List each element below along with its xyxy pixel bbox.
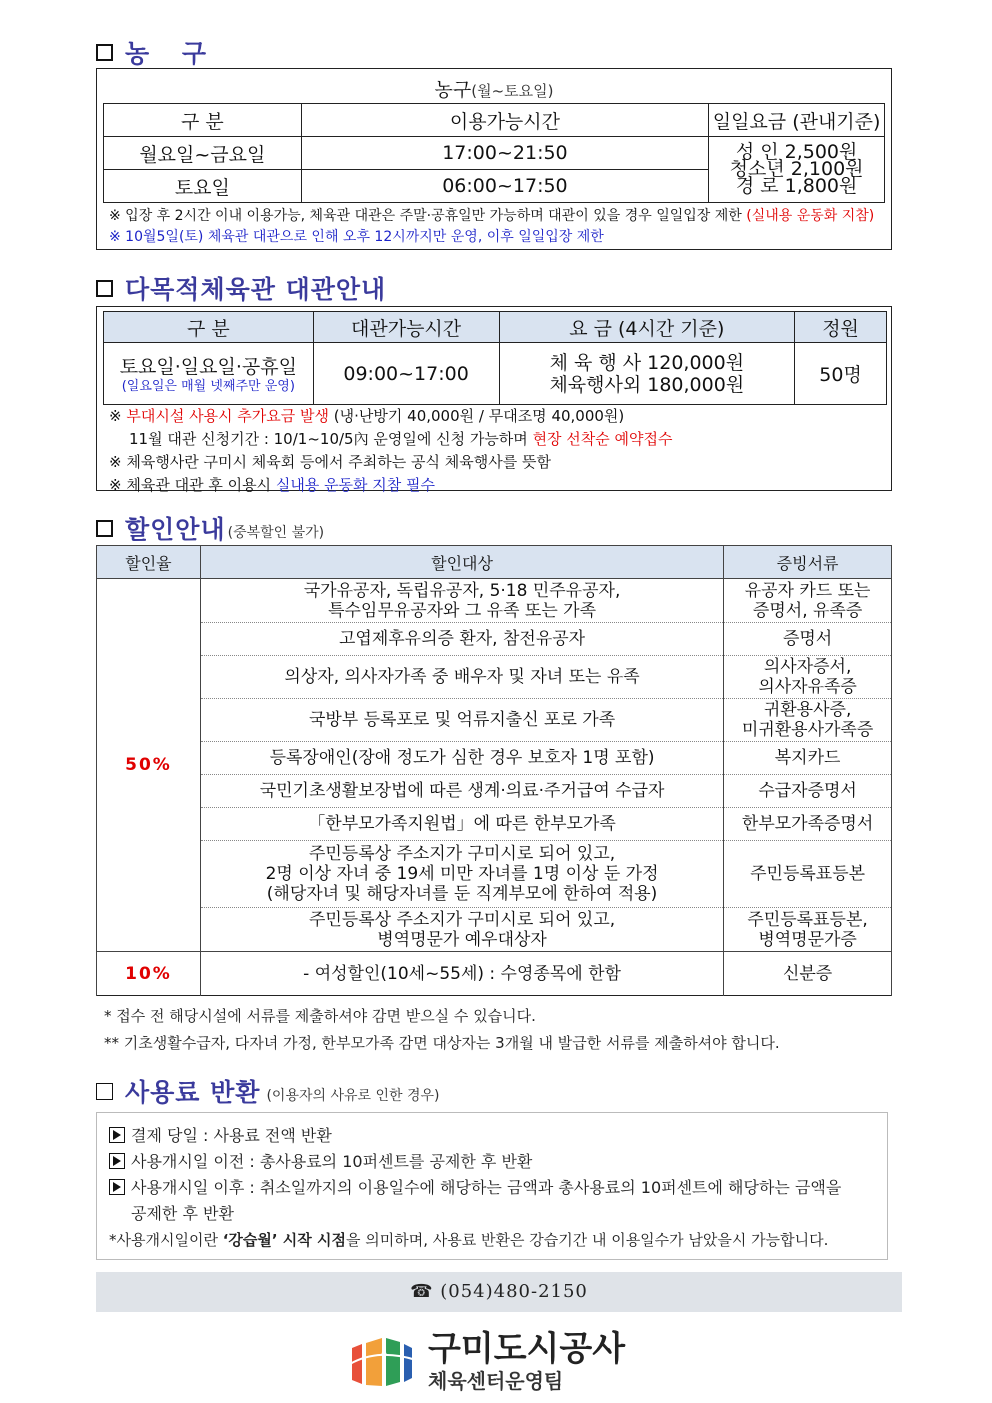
discount-document-line: 의사자유족증 <box>758 677 857 697</box>
basketball-box <box>96 68 892 250</box>
discount-document-line: 병역명문가증 <box>758 929 857 950</box>
table-row <box>97 841 892 908</box>
saturday-label: 토요일 <box>104 170 302 203</box>
table-row <box>104 137 885 170</box>
refund-title: 사용료 반환 <box>125 1078 261 1107</box>
table-row <box>97 699 892 742</box>
discount-document <box>724 656 892 699</box>
note-text: ※ 체육관 대관 후 이용시 <box>109 476 276 494</box>
discount-note-2: ** 기초생활수급자, 다자녀 가정, 한부모가족 감면 대상자는 3개월 내 발급한 서류를 제출하셔야 합니다. <box>104 1034 780 1052</box>
discount-target-line: 「한부모가족지원법」에 따른 한부모가족 <box>308 814 616 834</box>
basketball-note-1 <box>109 206 885 227</box>
checkbox-square-icon <box>96 1083 113 1100</box>
checkbox-square-icon <box>96 44 113 61</box>
gym-notes <box>109 405 885 497</box>
discount-target-line: 국가유공자, 독립유공자, 5·18 민주유공자, <box>303 580 621 601</box>
discount-document-line: 증명서 <box>782 629 833 649</box>
header-fee: 요 금 (4시간 기준) <box>499 312 795 343</box>
header-docs: 증빙서류 <box>724 546 892 579</box>
arrow-box-icon <box>109 1179 125 1195</box>
discount-target <box>200 579 723 623</box>
phone-number[interactable]: ☎ (054)480-2150 <box>96 1272 902 1312</box>
discount-title: 할인안내 <box>125 515 226 544</box>
table-row <box>97 742 892 775</box>
basketball-header-row <box>104 104 885 137</box>
discount-document-line: 귀환용사증, <box>763 700 852 720</box>
table-row <box>104 343 887 405</box>
discount-document <box>724 908 892 952</box>
logo-emblem-icon <box>348 1334 420 1390</box>
discount-document <box>724 623 892 656</box>
gym-capacity: 50명 <box>795 343 887 405</box>
discount-header-row <box>97 546 892 579</box>
header-fee: 일일요금 (관내기준) <box>709 104 885 137</box>
basketball-notes <box>109 206 885 248</box>
discount-document-line: 주민등록표등본, <box>747 909 868 930</box>
gym-note-3: ※ 체육행사란 구미시 체육회 등에서 주최하는 공식 체육행사를 뜻함 <box>109 453 551 471</box>
fee-adult: 성 인 2,500원 <box>735 141 858 163</box>
discount-target-line: 국방부 등록포로 및 억류지출신 포로 가족 <box>308 710 616 730</box>
gym-note-2 <box>109 428 885 451</box>
gym-title: 다목적체육관 대관안내 <box>125 275 387 304</box>
gym-days-main: 토요일·일요일·공휴일 <box>119 356 297 378</box>
refund-item-text: 사용개시일 이전 : 총사용료의 10퍼센트를 공제한 후 반환 <box>131 1152 533 1171</box>
discount-document: 신분증 <box>724 952 892 996</box>
discount-target-line: 주민등록상 주소지가 구미시로 되어 있고, <box>308 844 616 864</box>
gym-hours: 09:00~17:00 <box>313 343 499 405</box>
header-hours: 이용가능시간 <box>301 104 709 137</box>
note-bold: ‘강습월’ 시작 시점 <box>222 1231 346 1249</box>
team-name: 체육센터운영팀 <box>428 1369 564 1393</box>
discount-document-line: 복지카드 <box>774 748 841 768</box>
refund-title-sub: (이용자의 사유로 인한 경우) <box>266 1088 440 1104</box>
discount-document-line: 한부모가족증명서 <box>741 814 874 834</box>
header-capacity: 정원 <box>795 312 887 343</box>
note-text: ※ 입장 후 2시간 이내 이용가능, 체육관 대관은 주말·공휴일만 가능하며 대관이 있을 경우 일일입장 제한 <box>109 208 747 224</box>
discount-target-line: 특수임무유공자와 그 유족 또는 가족 <box>328 600 597 621</box>
discount-target <box>200 775 723 808</box>
gym-box <box>96 306 892 494</box>
gym-table <box>103 311 887 405</box>
table-row <box>97 775 892 808</box>
note-highlight: 실내용 운동화 지참 필수 <box>275 476 436 494</box>
gym-days <box>104 343 314 405</box>
discount-notes <box>104 1003 780 1057</box>
gym-fees <box>499 343 795 405</box>
discount-document <box>724 841 892 908</box>
header-category: 구 분 <box>104 104 302 137</box>
note-text: *사용개시일이란 <box>109 1231 223 1249</box>
note-text: 을 의미하며, 사용료 반환은 강습기간 내 이용일수가 남았을시 가능합니다. <box>345 1231 829 1249</box>
discount-document <box>724 742 892 775</box>
refund-box <box>96 1112 888 1260</box>
discount-target <box>200 656 723 699</box>
note-text: (냉·난방기 40,000원 / 무대조명 40,000원) <box>329 407 625 425</box>
weekday-label: 월요일~금요일 <box>104 137 302 170</box>
basketball-caption-main: 농구 <box>434 79 472 101</box>
gym-days-sub: (일요일은 매월 넷째주만 운영) <box>121 379 295 394</box>
header-target: 할인대상 <box>200 546 723 579</box>
refund-item-text: 사용개시일 이후 : 취소일까지의 이용일수에 해당하는 금액과 총사용료의 10퍼센트에 해당하는 금액을 <box>131 1178 842 1197</box>
discount-table <box>96 545 892 996</box>
gym-header-row <box>104 312 887 343</box>
basketball-section-title <box>96 34 218 70</box>
note-text: 11월 대관 신청기간 : 10/1~10/5內 운영일에 신청 가능하며 <box>129 430 533 448</box>
table-row <box>97 579 892 623</box>
note-highlight: 부대시설 사용시 추가요금 발생 <box>126 407 330 425</box>
basketball-table <box>103 103 885 203</box>
checkbox-square-icon <box>96 520 113 537</box>
discount-title-sub: (중복할인 불가) <box>227 525 325 541</box>
gym-fee-other: 체육행사외 180,000원 <box>549 373 745 396</box>
table-row <box>97 908 892 952</box>
note-highlight: (실내용 운동화 지참) <box>746 208 875 224</box>
discount-note-1: * 접수 전 해당시설에 서류를 제출하셔야 감면 받으실 수 있습니다. <box>104 1007 536 1025</box>
gym-note-4 <box>109 474 885 497</box>
table-row <box>97 952 892 996</box>
discount-target <box>200 808 723 841</box>
gym-section-title <box>96 270 386 306</box>
table-row <box>97 808 892 841</box>
company-logo <box>348 1330 625 1394</box>
discount-target-line: 고엽제후유의증 환자, 참전유공자 <box>338 629 586 649</box>
basketball-caption <box>97 75 891 102</box>
refund-item-3 <box>109 1175 875 1201</box>
refund-item-3-cont: 공제한 후 반환 <box>131 1204 234 1223</box>
discount-document-line: 증명서, 유족증 <box>752 600 863 621</box>
discount-target-line: 주민등록상 주소지가 구미시로 되어 있고, <box>308 909 616 930</box>
discount-target <box>200 841 723 908</box>
discount-document <box>724 775 892 808</box>
refund-item-1 <box>109 1123 875 1149</box>
table-row <box>97 656 892 699</box>
discount-target <box>200 623 723 656</box>
discount-document-line: 주민등록표등본 <box>750 864 866 884</box>
header-hours: 대관가능시간 <box>313 312 499 343</box>
note-mark: ※ <box>109 407 127 425</box>
arrow-box-icon <box>109 1127 125 1143</box>
fee-senior: 경 로 1,800원 <box>735 175 858 197</box>
refund-item-2 <box>109 1149 875 1175</box>
discount-document <box>724 808 892 841</box>
refund-section-title <box>96 1073 440 1109</box>
discount-document-line: 미귀환용사가족증 <box>741 720 874 740</box>
discount-rate-50: 50% <box>97 579 201 952</box>
weekday-hours: 17:00~21:50 <box>301 137 709 170</box>
discount-target <box>200 742 723 775</box>
discount-target <box>200 908 723 952</box>
discount-target-line: 병역명문가 예우대상자 <box>377 929 547 950</box>
checkbox-square-icon <box>96 280 113 297</box>
discount-document-line: 유공자 카드 또는 <box>744 580 871 601</box>
discount-section-title <box>96 510 324 546</box>
header-rate: 할인율 <box>97 546 201 579</box>
header-category: 구 분 <box>104 312 314 343</box>
fee-youth: 청소년 2,100원 <box>729 158 864 180</box>
discount-target-line: 등록장애인(장애 정도가 심한 경우 보호자 1명 포함) <box>269 748 655 768</box>
discount-rate-10: 10% <box>97 952 201 996</box>
discount-document <box>724 579 892 623</box>
discount-document-line: 의사자증서, <box>763 657 852 677</box>
refund-note <box>109 1227 875 1253</box>
discount-target-line: 의상자, 의사자가족 중 배우자 및 자녀 또는 유족 <box>284 667 640 687</box>
table-row <box>97 623 892 656</box>
discount-target: - 여성할인(10세~55세) : 수영종목에 한함 <box>200 952 723 996</box>
discount-target-line: 국민기초생활보장법에 따른 생계·의료·주거급여 수급자 <box>259 781 665 801</box>
basketball-note-2: ※ 10월5일(토) 체육관 대관으로 인해 오후 12시까지만 운영, 이후 일일입장 제한 <box>109 229 604 245</box>
saturday-hours: 06:00~17:50 <box>301 170 709 203</box>
note-highlight: 현장 선착순 예약접수 <box>532 430 673 448</box>
fee-list <box>709 137 885 203</box>
discount-target-line: 2명 이상 자녀 중 19세 미만 자녀를 1명 이상 둔 가정 <box>265 864 659 884</box>
discount-document-line: 수급자증명서 <box>758 781 857 801</box>
basketball-caption-sub: (월~토요일) <box>471 82 554 100</box>
gym-fee-event: 체 육 행 사 120,000원 <box>549 351 745 374</box>
discount-target-line: (해당자녀 및 해당자녀를 둔 직계부모에 한하여 적용) <box>266 884 658 904</box>
refund-item-text: 결제 당일 : 사용료 전액 반환 <box>131 1126 332 1145</box>
discount-document <box>724 699 892 742</box>
discount-target <box>200 699 723 742</box>
arrow-box-icon <box>109 1153 125 1169</box>
company-name: 구미도시공사 <box>428 1329 626 1369</box>
gym-note-1 <box>109 405 885 428</box>
basketball-title: 농 구 <box>125 39 219 68</box>
discount-body <box>97 579 892 996</box>
